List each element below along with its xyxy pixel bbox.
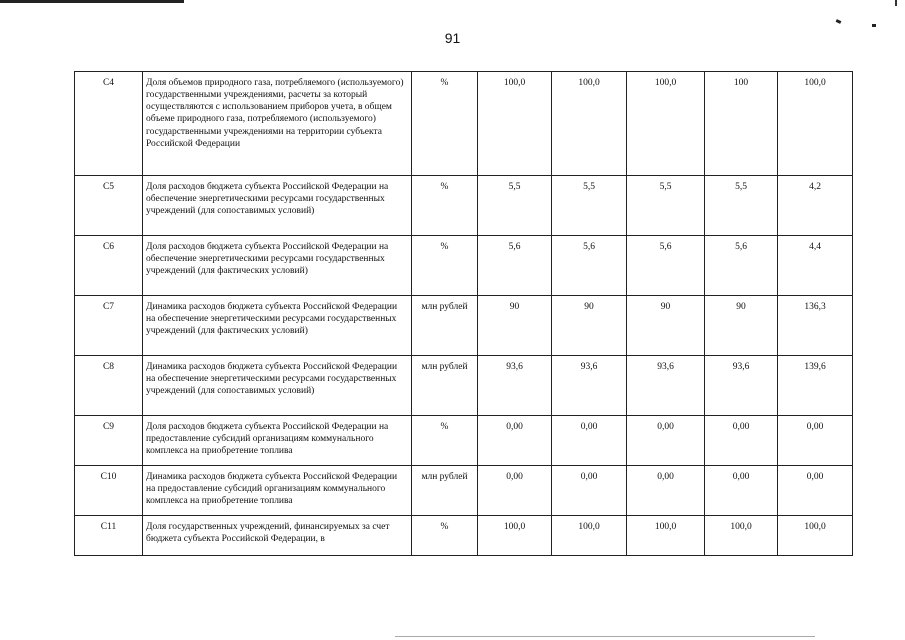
value-cell: 100,0 <box>478 516 552 556</box>
indicator-description: Динамика расходов бюджета субъекта Российской Федерации на предоставление субсидий организациям коммунального комплекса на приобретение топлива <box>143 466 412 516</box>
value-cell: 93,6 <box>705 356 778 416</box>
scan-artifact-bottom-line <box>395 636 815 637</box>
value-cell: 139,6 <box>778 356 853 416</box>
indicator-code: С11 <box>75 516 143 556</box>
table-row <box>75 236 853 296</box>
indicator-code: С9 <box>75 416 143 466</box>
value-cell: 5,5 <box>627 176 705 236</box>
table-row <box>75 72 853 176</box>
value-cell: 0,00 <box>478 466 552 516</box>
table-row <box>75 356 853 416</box>
table-row <box>75 466 853 516</box>
scan-artifact-mark <box>836 19 842 24</box>
value-cell: 0,00 <box>705 416 778 466</box>
value-cell: 90 <box>478 296 552 356</box>
indicator-unit: % <box>412 236 478 296</box>
value-cell: 5,6 <box>552 236 627 296</box>
value-cell: 100,0 <box>778 72 853 176</box>
indicator-description: Доля государственных учреждений, финансируемых за счет бюджета субъекта Российской Федерации, в <box>143 516 412 556</box>
scan-artifact-top-tick <box>895 0 897 6</box>
value-cell: 0,00 <box>627 416 705 466</box>
table-row <box>75 416 853 466</box>
table-row <box>75 176 853 236</box>
indicator-unit: млн рублей <box>412 356 478 416</box>
value-cell: 0,00 <box>552 416 627 466</box>
indicator-unit: % <box>412 416 478 466</box>
value-cell: 136,3 <box>778 296 853 356</box>
value-cell: 5,6 <box>627 236 705 296</box>
indicator-code: С6 <box>75 236 143 296</box>
value-cell: 4,4 <box>778 236 853 296</box>
indicator-unit: млн рублей <box>412 466 478 516</box>
indicator-code: С10 <box>75 466 143 516</box>
value-cell: 5,5 <box>705 176 778 236</box>
value-cell: 100,0 <box>552 516 627 556</box>
value-cell: 90 <box>627 296 705 356</box>
indicator-unit: % <box>412 176 478 236</box>
table-row <box>75 296 853 356</box>
value-cell: 93,6 <box>478 356 552 416</box>
scan-artifact-top-line <box>0 0 184 3</box>
indicators-table <box>74 71 853 556</box>
indicator-code: С7 <box>75 296 143 356</box>
scan-artifact-mark <box>872 24 876 27</box>
value-cell: 5,5 <box>552 176 627 236</box>
indicator-code: С8 <box>75 356 143 416</box>
value-cell: 5,5 <box>478 176 552 236</box>
indicator-description: Доля расходов бюджета субъекта Российской Федерации на предоставление субсидий организациям коммунального комплекса на приобретение топлива <box>143 416 412 466</box>
value-cell: 90 <box>552 296 627 356</box>
indicator-description: Динамика расходов бюджета субъекта Российской Федерации на обеспечение энергетическими ресурсами государственных учреждений (для фактических условий) <box>143 296 412 356</box>
value-cell: 0,00 <box>705 466 778 516</box>
page-number: 91 <box>444 30 461 46</box>
value-cell: 93,6 <box>627 356 705 416</box>
value-cell: 0,00 <box>778 466 853 516</box>
value-cell: 100,0 <box>627 72 705 176</box>
value-cell: 0,00 <box>552 466 627 516</box>
indicator-unit: % <box>412 516 478 556</box>
indicator-description: Доля расходов бюджета субъекта Российской Федерации на обеспечение энергетическими ресурсами государственных учреждений (для сопоставимых условий) <box>143 176 412 236</box>
value-cell: 100 <box>705 72 778 176</box>
value-cell: 100,0 <box>552 72 627 176</box>
value-cell: 5,6 <box>478 236 552 296</box>
indicator-description: Динамика расходов бюджета субъекта Российской Федерации на обеспечение энергетическими ресурсами государственных учреждений (для сопоставимых условий) <box>143 356 412 416</box>
value-cell: 100,0 <box>778 516 853 556</box>
indicator-description: Доля расходов бюджета субъекта Российской Федерации на обеспечение энергетическими ресурсами государственных учреждений (для фактических условий) <box>143 236 412 296</box>
indicator-description: Доля объемов природного газа, потребляемого (используемого) государственными учреждениями, расчеты за который осуществляются с использованием приборов учета, в общем объеме природного газа, потребляемого (используемого) государственными учреждениями на территории субъекта Российской Федерации <box>143 72 412 176</box>
value-cell: 0,00 <box>478 416 552 466</box>
indicator-code: С5 <box>75 176 143 236</box>
value-cell: 93,6 <box>552 356 627 416</box>
value-cell: 0,00 <box>778 416 853 466</box>
indicator-code: С4 <box>75 72 143 176</box>
value-cell: 4,2 <box>778 176 853 236</box>
indicator-unit: млн рублей <box>412 296 478 356</box>
value-cell: 100,0 <box>478 72 552 176</box>
value-cell: 100,0 <box>627 516 705 556</box>
value-cell: 100,0 <box>705 516 778 556</box>
indicator-unit: % <box>412 72 478 176</box>
value-cell: 5,6 <box>705 236 778 296</box>
table-row <box>75 516 853 556</box>
value-cell: 90 <box>705 296 778 356</box>
value-cell: 0,00 <box>627 466 705 516</box>
